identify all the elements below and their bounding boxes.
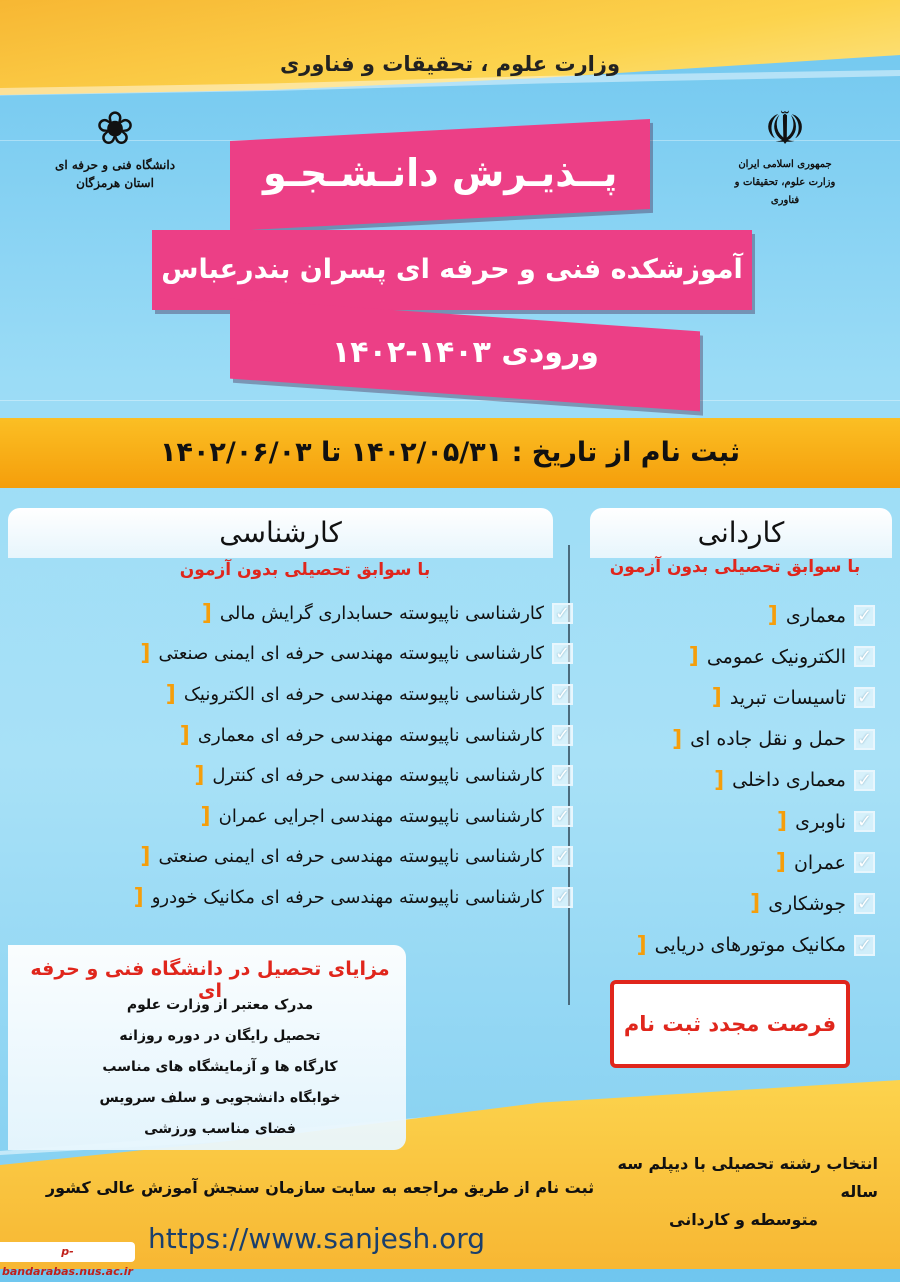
- ministry-heading: وزارت علوم ، تحقیقات و فناوری: [280, 52, 620, 76]
- kardani-item: معماری: [785, 604, 846, 627]
- admission-title: پــذیـرش دانـشـجـو: [262, 151, 618, 195]
- checkbox-icon: ✓: [854, 687, 875, 708]
- checkbox-icon: ✓: [854, 935, 875, 956]
- iran-emblem-icon: ☫: [764, 101, 806, 155]
- list-item: [560, 842, 875, 883]
- kardani-list: [560, 595, 875, 966]
- kardani-item: الکترونیک عمومی: [706, 645, 846, 668]
- course-selection-line2: متوسطه و کاردانی: [669, 1210, 818, 1229]
- list-item: [560, 760, 875, 801]
- checkbox-icon: ✓: [854, 770, 875, 791]
- kardani-item: معماری داخلی: [732, 769, 846, 792]
- decorative-stripe: [0, 400, 900, 401]
- checkbox-icon: ✓: [552, 684, 573, 705]
- school-name-banner: [152, 230, 752, 310]
- bracket-icon: [: [711, 685, 722, 711]
- checkbox-icon: ✓: [854, 893, 875, 914]
- list-item: [8, 634, 573, 675]
- checkbox-icon: ✓: [854, 852, 875, 873]
- kardani-heading: کاردانی: [590, 508, 892, 558]
- karshenasi-list: [8, 593, 573, 918]
- bracket-icon: [: [688, 644, 699, 670]
- list-item: [560, 719, 875, 760]
- bracket-icon: [: [767, 603, 778, 629]
- iran-emblem-logo: [720, 100, 850, 210]
- checkbox-icon: ✓: [552, 806, 573, 827]
- list-item: [560, 925, 875, 966]
- checkbox-icon: ✓: [552, 643, 573, 664]
- kardani-item: ناوبری: [795, 810, 846, 833]
- bracket-icon: [: [775, 850, 786, 876]
- list-item: [560, 801, 875, 842]
- checkbox-icon: ✓: [854, 729, 875, 750]
- bracket-icon: [: [140, 641, 151, 667]
- advantage-item: مدرک معتبر از وزارت علوم: [126, 997, 314, 1013]
- advantage-item: تحصیل رایگان در دوره روزانه: [119, 1028, 321, 1044]
- advantages-list: [60, 990, 380, 1145]
- kardani-subtitle: با سوابق تحصیلی بدون آزمون: [609, 557, 861, 577]
- checkbox-icon: ✓: [552, 846, 573, 867]
- course-selection-note: [578, 1150, 878, 1234]
- list-item: [560, 883, 875, 924]
- checkbox-icon: ✓: [854, 646, 875, 667]
- sanjesh-link[interactable]: https://www.sanjesh.org: [148, 1222, 486, 1255]
- karshenasi-item: کارشناسی ناپیوسته مهندسی حرفه ای الکترونیک: [183, 683, 544, 705]
- intake-year: ورودی ۱۴۰۳-۱۴۰۲: [331, 334, 599, 370]
- iran-emblem-line2: وزارت علوم، تحقیقات و فناوری: [734, 177, 836, 206]
- karshenasi-item: کارشناسی ناپیوسته مهندسی حرفه ای کنترل: [212, 765, 544, 787]
- bracket-icon: [: [777, 809, 788, 835]
- list-item: [8, 593, 573, 634]
- karshenasi-item: کارشناسی ناپیوسته مهندسی حرفه ای ایمنی صنعتی: [158, 846, 544, 868]
- bracket-icon: [: [165, 681, 176, 707]
- kardani-item: حمل و نقل جاده ای: [690, 728, 846, 751]
- checkbox-icon: ✓: [552, 765, 573, 786]
- registration-date-bar: ثبت نام از تاریخ : ۱۴۰۲/۰۵/۳۱ تا ۱۴۰۲/۰۶/۰۳: [0, 418, 900, 488]
- bracket-icon: [: [714, 767, 725, 793]
- checkbox-icon: ✓: [552, 603, 573, 624]
- bracket-icon: [: [636, 932, 647, 958]
- tvu-logo-line1: دانشگاه فنی و حرفه ای: [54, 158, 176, 172]
- tvu-logo: [40, 100, 190, 192]
- tvu-logo-icon: ❀: [95, 101, 135, 155]
- karshenasi-item: کارشناسی ناپیوسته مهندسی حرفه ای معماری: [197, 724, 544, 746]
- bracket-icon: [: [750, 891, 761, 917]
- list-item: [8, 796, 573, 837]
- site-watermark: p-bandarabas.nus.ac.ir: [0, 1242, 135, 1262]
- list-item: [8, 674, 573, 715]
- list-item: [560, 595, 875, 636]
- advantage-item: کارگاه ها و آزمایشگاه های مناسب: [102, 1059, 338, 1075]
- karshenasi-item: کارشناسی ناپیوسته حسابداری گرایش مالی: [219, 602, 544, 624]
- checkbox-icon: ✓: [854, 811, 875, 832]
- intake-banner: [230, 299, 700, 412]
- course-selection-line1: انتخاب رشته تحصیلی با دیپلم سه ساله: [617, 1154, 878, 1201]
- register-instructions: ثبت نام از طریق مراجعه به سایت سازمان سنجش آموزش عالی کشور: [45, 1178, 595, 1197]
- list-item: [560, 677, 875, 718]
- bracket-icon: [: [133, 884, 144, 910]
- checkbox-icon: ✓: [552, 725, 573, 746]
- kardani-item: مکانیک موتورهای دریایی: [654, 934, 846, 957]
- admission-title-banner: [230, 119, 650, 231]
- kardani-item: عمران: [793, 851, 846, 874]
- bracket-icon: [: [201, 600, 212, 626]
- tvu-logo-line2: استان هرمزگان: [76, 176, 154, 190]
- karshenasi-item: کارشناسی ناپیوسته مهندسی حرفه ای ایمنی صنعتی: [158, 643, 544, 665]
- kardani-item: جوشکاری: [768, 892, 846, 915]
- bracket-icon: [: [140, 844, 151, 870]
- list-item: [8, 755, 573, 796]
- re-registration-button[interactable]: فرصت مجدد ثبت نام: [610, 980, 850, 1068]
- checkbox-icon: ✓: [552, 887, 573, 908]
- list-item: [8, 715, 573, 756]
- bracket-icon: [: [200, 803, 211, 829]
- list-item: [8, 877, 573, 918]
- bracket-icon: [: [194, 763, 205, 789]
- advantage-item: خوابگاه دانشجویی و سلف سرویس: [99, 1090, 341, 1106]
- checkbox-icon: ✓: [854, 605, 875, 626]
- kardani-item: تاسیسات تبرید: [729, 686, 846, 709]
- karshenasi-subtitle: با سوابق تحصیلی بدون آزمون: [179, 560, 431, 580]
- bracket-icon: [: [179, 722, 190, 748]
- bracket-icon: [: [672, 726, 683, 752]
- karshenasi-item: کارشناسی ناپیوسته مهندسی اجرایی عمران: [218, 805, 544, 827]
- list-item: [8, 837, 573, 878]
- karshenasi-heading: کارشناسی: [8, 508, 553, 558]
- iran-emblem-line1: جمهوری اسلامی ایران: [738, 159, 832, 170]
- karshenasi-item: کارشناسی ناپیوسته مهندسی حرفه ای مکانیک خودرو: [151, 886, 544, 908]
- advantages-title: مزایای تحصیل در دانشگاه فنی و حرفه ای: [30, 958, 390, 1002]
- advantage-item: فضای مناسب ورزشی: [144, 1121, 296, 1137]
- list-item: [560, 636, 875, 677]
- school-name: آموزشکده فنی و حرفه ای پسران بندرعباس: [161, 254, 743, 285]
